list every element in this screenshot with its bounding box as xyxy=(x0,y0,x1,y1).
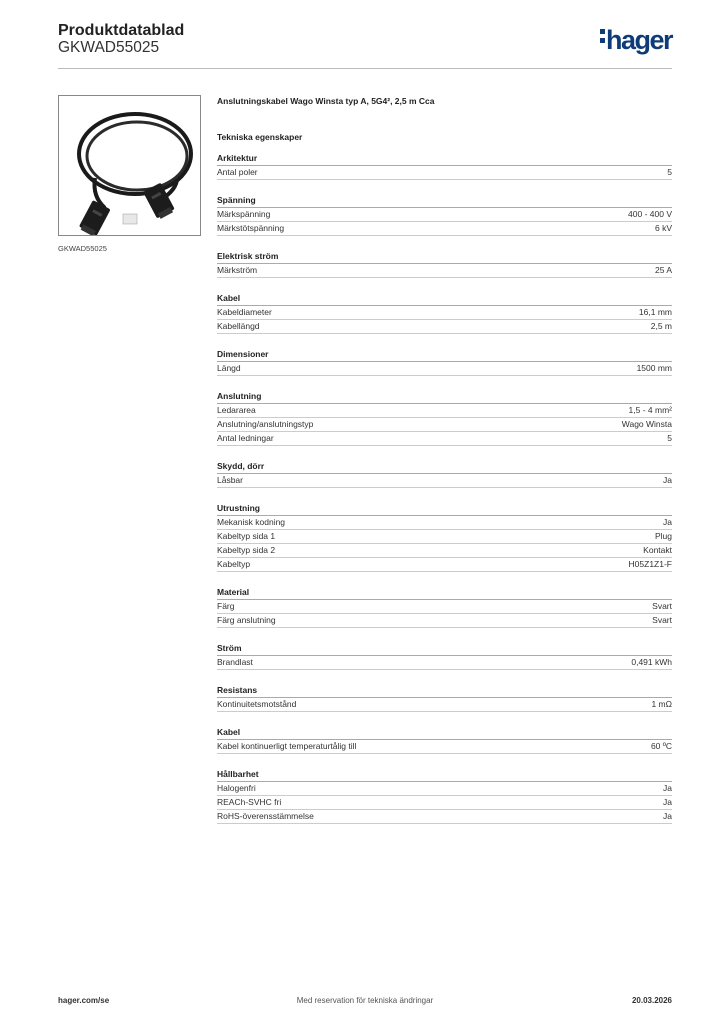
property-label: Kabellängd xyxy=(217,321,260,331)
property-section xyxy=(217,764,672,824)
property-label: REACh-SVHC fri xyxy=(217,797,282,807)
property-section xyxy=(217,456,672,488)
property-row xyxy=(217,796,672,810)
property-row xyxy=(217,166,672,180)
property-value: Ja xyxy=(663,811,672,821)
property-row xyxy=(217,740,672,754)
section-title: Kabel xyxy=(217,722,672,740)
property-row xyxy=(217,222,672,236)
property-value: 1,5 - 4 mm² xyxy=(628,405,672,415)
property-section xyxy=(217,386,672,446)
property-label: Låsbar xyxy=(217,475,243,485)
property-label: Ledararea xyxy=(217,405,256,415)
product-code: GKWAD55025 xyxy=(58,39,160,56)
property-section xyxy=(217,582,672,628)
property-label: Anslutning/anslutningstyp xyxy=(217,419,314,429)
section-title: Arkitektur xyxy=(217,148,672,166)
property-row xyxy=(217,614,672,628)
property-value: Ja xyxy=(663,475,672,485)
property-row xyxy=(217,208,672,222)
property-row xyxy=(217,474,672,488)
hager-logo xyxy=(600,25,672,56)
property-row xyxy=(217,264,672,278)
property-row xyxy=(217,306,672,320)
section-title: Ström xyxy=(217,638,672,656)
property-value: Kontakt xyxy=(643,545,672,555)
property-value: Ja xyxy=(663,517,672,527)
property-value: Svart xyxy=(652,615,672,625)
property-value: 2,5 m xyxy=(650,321,672,331)
property-row xyxy=(217,362,672,376)
property-row xyxy=(217,544,672,558)
property-row xyxy=(217,656,672,670)
property-value: H05Z1Z1-F xyxy=(628,559,672,569)
property-row xyxy=(217,404,672,418)
property-row xyxy=(217,320,672,334)
property-label: Märkstötspänning xyxy=(217,223,285,233)
property-label: Kontinuitetsmotstånd xyxy=(217,699,297,709)
property-section xyxy=(217,498,672,572)
logo-dots-icon xyxy=(600,29,606,47)
property-value: 0,491 kWh xyxy=(631,657,672,667)
property-value: 25 A xyxy=(654,265,672,275)
footer-website: hager.com/se xyxy=(58,996,110,1005)
page-header xyxy=(58,20,672,69)
black-cable-with-connectors-image xyxy=(59,96,200,235)
property-label: Kabeltyp sida 2 xyxy=(217,545,276,555)
property-section xyxy=(217,722,672,754)
property-section xyxy=(217,638,672,670)
property-row xyxy=(217,698,672,712)
footer-date: 20.03.2026 xyxy=(631,996,672,1005)
property-value: 1 mΩ xyxy=(651,699,672,709)
section-title: Skydd, dörr xyxy=(217,456,672,474)
product-image xyxy=(58,95,201,236)
property-value: Plug xyxy=(654,531,672,541)
property-row xyxy=(217,782,672,796)
property-label: Färg anslutning xyxy=(217,615,276,625)
property-value: 60 ºC xyxy=(650,741,672,751)
property-section xyxy=(217,148,672,180)
property-label: Mekanisk kodning xyxy=(217,517,286,527)
section-title: Anslutning xyxy=(217,386,672,404)
property-row xyxy=(217,810,672,824)
property-value: 1500 mm xyxy=(636,363,672,373)
property-label: Märkström xyxy=(217,265,258,275)
property-label: Halogenfri xyxy=(217,783,256,793)
property-value: Ja xyxy=(663,797,672,807)
property-value: 5 xyxy=(667,433,672,443)
property-label: Kabeltyp xyxy=(217,559,251,569)
property-section xyxy=(217,344,672,376)
property-value: Wago Winsta xyxy=(621,419,672,429)
section-title: Hållbarhet xyxy=(217,764,672,782)
property-value: 16,1 mm xyxy=(638,307,672,317)
property-row xyxy=(217,600,672,614)
section-title: Dimensioner xyxy=(217,344,672,362)
page-footer xyxy=(58,996,672,1010)
property-value: 400 - 400 V xyxy=(628,209,672,219)
property-section xyxy=(217,288,672,334)
property-label: Märkspänning xyxy=(217,209,271,219)
section-title: Kabel xyxy=(217,288,672,306)
property-row xyxy=(217,558,672,572)
property-value: 5 xyxy=(667,167,672,177)
property-value: Ja xyxy=(663,783,672,793)
property-label: Färg xyxy=(217,601,235,611)
product-title: Anslutningskabel Wago Winsta typ A, 5G4², 2,5 m Cca xyxy=(217,96,435,106)
footer-disclaimer: Med reservation för tekniska ändringar xyxy=(296,996,434,1005)
property-section xyxy=(217,190,672,236)
property-label: Kabel kontinuerligt temperaturtålig till xyxy=(217,741,357,751)
page-title: Produktdatablad xyxy=(58,22,185,39)
section-title: Elektrisk ström xyxy=(217,246,672,264)
property-label: RoHS-överensstämmelse xyxy=(217,811,314,821)
property-row xyxy=(217,530,672,544)
property-section xyxy=(217,680,672,712)
property-value: 6 kV xyxy=(654,223,672,233)
property-value: Svart xyxy=(652,601,672,611)
property-label: Antal poler xyxy=(217,167,258,177)
property-label: Längd xyxy=(217,363,241,373)
property-label: Brandlast xyxy=(217,657,253,667)
property-label: Antal ledningar xyxy=(217,433,274,443)
properties-list xyxy=(217,148,672,824)
section-title: Material xyxy=(217,582,672,600)
property-label: Kabeldiameter xyxy=(217,307,272,317)
property-row xyxy=(217,432,672,446)
property-label: Kabeltyp sida 1 xyxy=(217,531,276,541)
logo-text: hager xyxy=(605,25,672,55)
property-section xyxy=(217,246,672,278)
section-title: Spänning xyxy=(217,190,672,208)
section-title: Resistans xyxy=(217,680,672,698)
technical-properties-heading: Tekniska egenskaper xyxy=(217,132,303,142)
section-title: Utrustning xyxy=(217,498,672,516)
property-row xyxy=(217,516,672,530)
property-row xyxy=(217,418,672,432)
product-details xyxy=(217,94,672,824)
image-caption: GKWAD55025 xyxy=(58,244,107,253)
